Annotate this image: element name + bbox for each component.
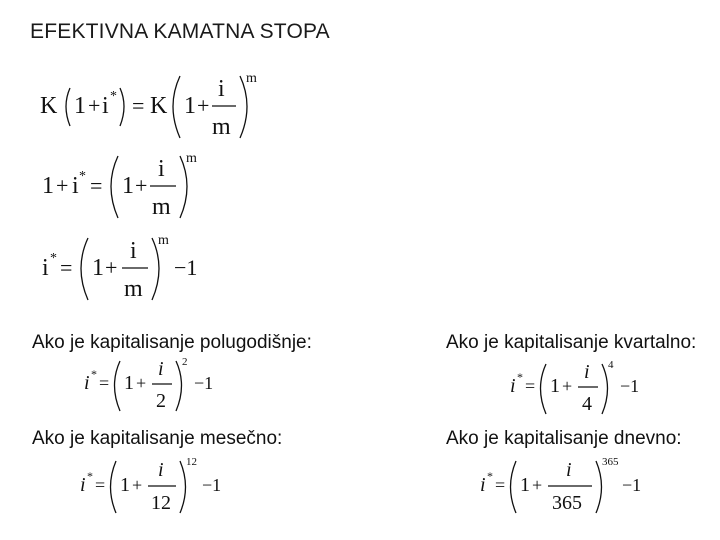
case-label-semiannual: Ako je kapitalisanje polugodišnje:	[32, 332, 312, 353]
formula-symbol: =	[99, 373, 110, 393]
formula-symbol: *	[50, 251, 57, 266]
formula-3	[42, 230, 222, 305]
formula-symbol: i	[480, 474, 486, 496]
formula-symbol: i	[130, 238, 137, 264]
formula-2	[42, 150, 222, 225]
case-label-monthly: Ako je kapitalisanje mesečno:	[32, 428, 283, 449]
formula-symbol: =	[90, 173, 103, 198]
formula-symbol: m	[212, 114, 231, 140]
formula-symbol: i	[42, 255, 49, 281]
paren-open-icon	[541, 364, 547, 414]
formula-symbol: m	[158, 233, 169, 248]
formula-daily	[480, 455, 660, 517]
formula-symbol: +	[562, 376, 573, 396]
paren-close-icon	[180, 461, 186, 513]
paren-open-big-icon	[173, 76, 180, 138]
paren-open-icon	[511, 461, 517, 513]
formula-symbol: i	[102, 93, 109, 119]
formula-symbol: i	[158, 156, 165, 182]
formula-symbol: 2	[156, 390, 166, 412]
formula-symbol: 4	[582, 393, 592, 415]
formula-symbol: 1	[120, 474, 130, 496]
formula-symbol: 12	[151, 492, 171, 514]
formula-symbol: i	[158, 358, 164, 380]
formula-symbol: 365	[602, 456, 619, 468]
paren-open-big-icon	[81, 238, 88, 300]
formula-symbol: +	[88, 93, 101, 118]
paren-open-icon	[66, 88, 70, 126]
paren-open-icon	[111, 461, 117, 513]
paren-open-icon	[115, 361, 121, 411]
formula-symbol: +	[136, 373, 147, 393]
formula-symbol: =	[525, 376, 536, 396]
formula-symbol: i	[84, 372, 90, 394]
formula-symbol: =	[495, 475, 506, 495]
formula-symbol: 1	[124, 372, 134, 394]
formula-symbol: 1	[520, 474, 530, 496]
paren-open-big-icon	[111, 156, 118, 218]
formula-symbol: −1	[174, 255, 198, 280]
formula-symbol: *	[79, 169, 86, 184]
formula-symbol: 1	[122, 173, 134, 199]
formula-symbol: 1	[74, 93, 86, 119]
formula-symbol: m	[186, 151, 197, 166]
formula-symbol: m	[246, 71, 257, 86]
formula-symbol: 1	[184, 93, 196, 119]
case-label-quarterly: Ako je kapitalisanje kvartalno:	[446, 332, 697, 353]
formula-symbol: −1	[620, 376, 640, 396]
formula-symbol: 365	[552, 492, 582, 514]
formula-1-k-right: K	[150, 93, 168, 119]
formula-symbol: +	[135, 173, 148, 198]
formula-symbol: i	[158, 459, 164, 481]
paren-close-icon	[176, 361, 182, 411]
formula-symbol: *	[110, 89, 117, 104]
formula-symbol: 1	[92, 255, 104, 281]
formula-monthly	[80, 455, 240, 517]
formula-symbol: =	[95, 475, 106, 495]
formula-symbol: *	[487, 469, 493, 483]
formula-symbol: i	[218, 76, 225, 102]
formula-semiannual	[84, 355, 234, 415]
formula-symbol: m	[152, 194, 171, 220]
formula-symbol: 2	[182, 356, 188, 368]
formula-symbol: m	[124, 276, 143, 302]
formula-symbol: −1	[202, 475, 222, 495]
formula-symbol: +	[105, 255, 118, 280]
formula-1-k-left: K	[40, 93, 58, 119]
formula-symbol: +	[56, 173, 69, 198]
formula-symbol: +	[197, 93, 210, 118]
formula-symbol: *	[87, 469, 93, 483]
formula-symbol: i	[510, 375, 516, 397]
formula-symbol: +	[132, 475, 143, 495]
formula-symbol: +	[532, 475, 543, 495]
formula-symbol: −1	[622, 475, 642, 495]
formula-symbol: 1	[42, 173, 54, 199]
formula-symbol: i	[80, 474, 86, 496]
formula-symbol: 4	[608, 359, 614, 371]
case-label-daily: Ako je kapitalisanje dnevno:	[446, 428, 682, 449]
paren-close-icon	[596, 461, 602, 513]
paren-close-icon	[602, 364, 608, 414]
formula-symbol: *	[91, 367, 97, 381]
formula-symbol: 12	[186, 456, 197, 468]
formula-symbol: −1	[194, 373, 214, 393]
formula-quarterly	[510, 358, 660, 418]
formula-symbol: =	[132, 93, 145, 118]
page-title: EFEKTIVNA KAMATNA STOPA	[30, 20, 330, 43]
formula-symbol: 1	[550, 375, 560, 397]
formula-symbol: i	[72, 173, 79, 199]
formula-symbol: i	[566, 459, 572, 481]
formula-1	[40, 68, 280, 148]
formula-symbol: *	[517, 370, 523, 384]
paren-close-icon	[120, 88, 124, 126]
formula-symbol: =	[60, 255, 73, 280]
formula-symbol: i	[584, 361, 590, 383]
